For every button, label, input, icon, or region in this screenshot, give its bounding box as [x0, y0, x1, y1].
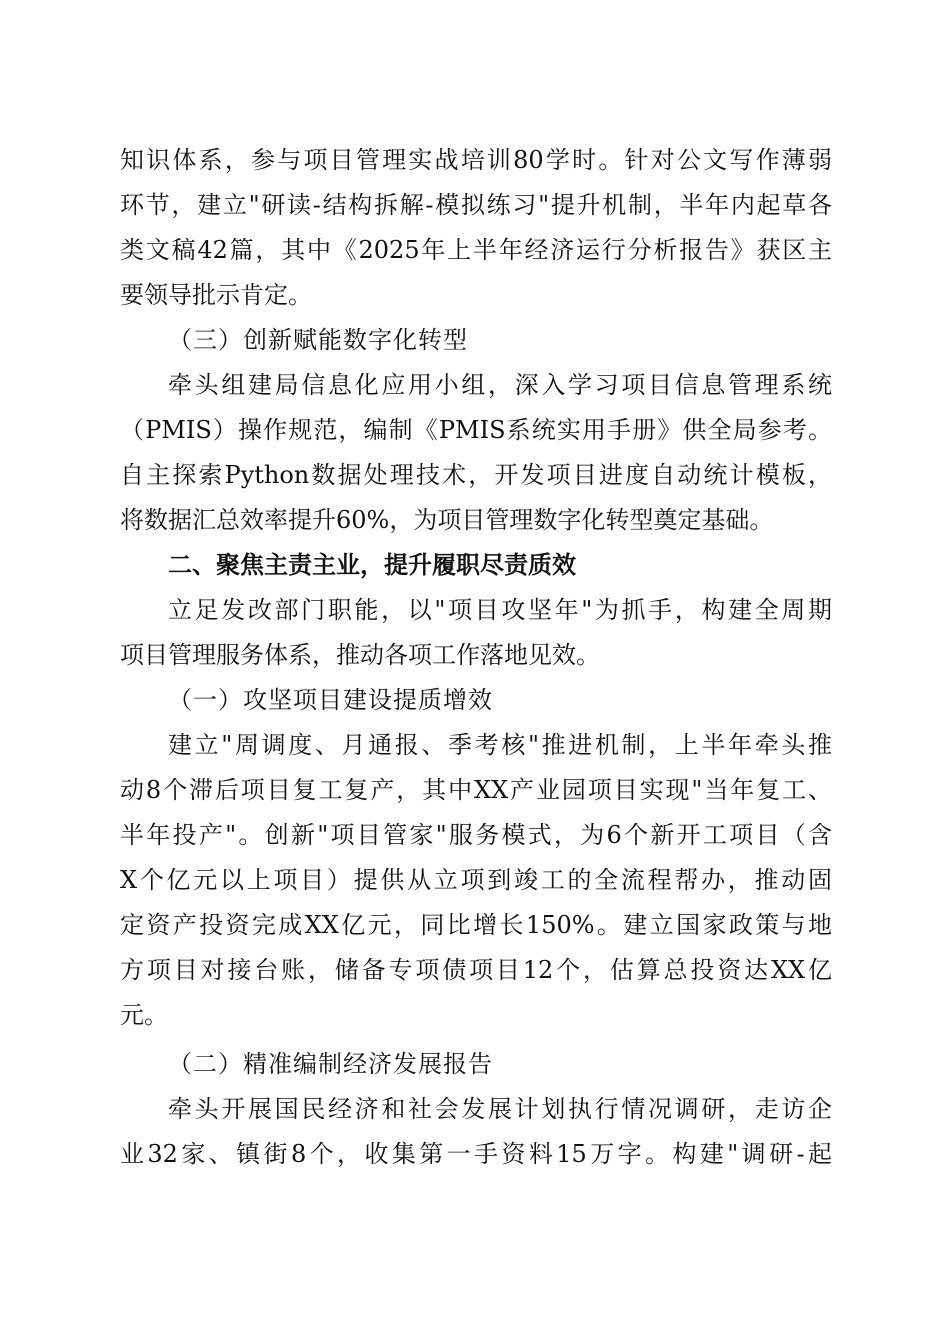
paragraph-line: 牵头开展国民经济和社会发展计划执行情况调研，走访企 [168, 1095, 832, 1123]
section-heading: 二、聚焦主责主业，提升履职尽责质效 [168, 551, 576, 579]
paragraph-line: 元。 [120, 1001, 168, 1029]
paragraph-line: 牵头组建局信息化应用小组，深入学习项目信息管理系统 [168, 371, 832, 399]
subsection-heading: （三）创新赋能数字化转型 [168, 326, 468, 354]
paragraph-line: 类文稿42篇，其中《2025年上半年经济运行分析报告》获区主 [120, 236, 832, 264]
paragraph-line: X个亿元以上项目）提供从立项到竣工的全流程帮办，推动固 [120, 866, 832, 894]
paragraph-line: 方项目对接台账，储备专项债项目12个，估算总投资达XX亿 [120, 956, 832, 984]
paragraph-line: 建立"周调度、月通报、季考核"推进机制，上半年牵头推 [168, 731, 832, 759]
subsection-heading: （二）精准编制经济发展报告 [168, 1050, 493, 1078]
paragraph-line: 知识体系，参与项目管理实战培训80学时。针对公文写作薄弱 [120, 146, 832, 174]
paragraph-line: 动8个滞后项目复工复产，其中XX产业园项目实现"当年复工、 [120, 776, 832, 804]
paragraph-line: 项目管理服务体系，推动各项工作落地见效。 [120, 641, 600, 669]
paragraph-line: 立足发改部门职能，以"项目攻坚年"为抓手，构建全周期 [168, 596, 832, 624]
paragraph-line: 环节，建立"研读-结构拆解-模拟练习"提升机制，半年内起草各 [120, 191, 832, 219]
subsection-heading: （一）攻坚项目建设提质增效 [168, 686, 493, 714]
document-body [120, 138, 832, 1177]
paragraph-line: 将数据汇总效率提升60%，为项目管理数字化转型奠定基础。 [120, 506, 774, 534]
paragraph-line: 要领导批示肯定。 [120, 281, 312, 309]
paragraph-line: 自主探索Python数据处理技术，开发项目进度自动统计模板， [120, 461, 832, 489]
paragraph-line: 半年投产"。创新"项目管家"服务模式，为6个新开工项目（含 [120, 821, 832, 849]
paragraph-line: 定资产投资完成XX亿元，同比增长150%。建立国家政策与地 [120, 911, 832, 939]
paragraph-line: 业32家、镇街8个，收集第一手资料15万字。构建"调研-起 [120, 1140, 832, 1168]
paragraph-line: （PMIS）操作规范，编制《PMIS系统实用手册》供全局参考。 [120, 416, 832, 444]
